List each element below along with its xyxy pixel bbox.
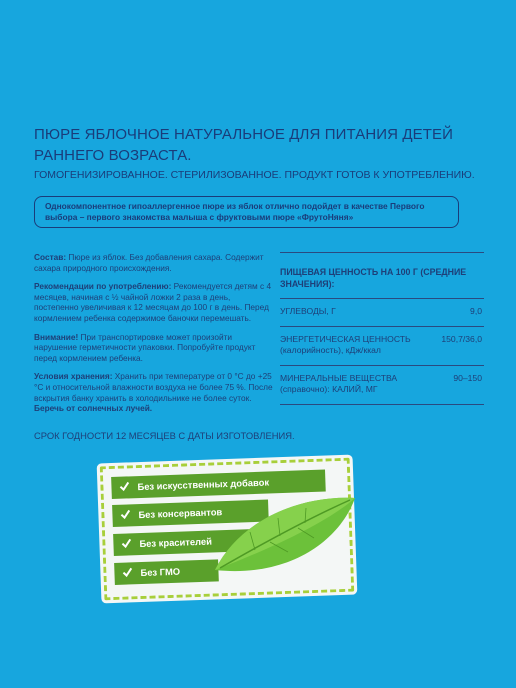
badge-item-label: Без ГМО [140,565,181,579]
nutrition-name-main: ЭНЕРГЕТИЧЕСКАЯ ЦЕННОСТЬ [280,334,411,344]
usage-paragraph [34,281,274,323]
attention-label: Внимание! [34,331,79,342]
nutrition-heading: ПИЩЕВАЯ ЦЕННОСТЬ НА 100 Г (СРЕДНИЕ ЗНАЧЕНИЯ): [280,267,467,289]
nutrition-name-sub: (калорийность), кДж/ккал [280,345,381,355]
badge-item [114,559,219,585]
nutrition-value: 150,7/36,0 [441,334,482,344]
storage-text: Хранить при температуре от 0 °С до +25 °С и относительной влажности воздуха не более 75 %. После вскрытия банку хранить в холодильнике не более суток. [34,371,273,403]
nutrition-value: 9,0 [470,306,482,316]
checkmark-icon [121,538,131,548]
storage-emphasis: Беречь от солнечных лучей. [34,403,153,414]
nutrition-divider [280,404,484,405]
shelf-life: СРОК ГОДНОСТИ 12 МЕСЯЦЕВ С ДАТЫ ИЗГОТОВЛЕНИЯ. [34,430,295,441]
storage-label: Условия хранения: [34,371,113,382]
nutrition-name-main: УГЛЕВОДЫ, Г [280,306,336,316]
nutrition-row [280,366,484,404]
checkmark-icon [122,567,132,577]
intro-text: Однокомпонентное гипоаллергенное пюре из яблок отлично подойдет в качестве Первого выбора – первого знакомства малыша с фруктовыми пюре «ФрутоНяня» [45,201,425,222]
usage-text: Рекомендуется детям с 4 месяцев, начиная с ½ чайной ложки 2 раза в день, постепенно увеличивая к 12 месяцам до 100 г в день. Перед кормлением ребенка содержимое баночки перемешать. [34,281,272,323]
product-subtitle: ГОМОГЕНИЗИРОВАННОЕ. СТЕРИЛИЗОВАННОЕ. ПРОДУКТ ГОТОВ К УПОТРЕБЛЕНИЮ. [34,169,475,181]
nutrition-row [280,327,484,365]
nutrition-name-main: МИНЕРАЛЬНЫЕ ВЕЩЕСТВА [280,373,398,383]
nutrition-value: 90–150 [453,373,482,383]
nutrition-row [280,299,484,326]
product-details [34,252,274,422]
checkmark-icon [119,481,129,491]
usage-label: Рекомендации по употреблению: [34,281,172,292]
product-title: ПЮРЕ ЯБЛОЧНОЕ НАТУРАЛЬНОЕ ДЛЯ ПИТАНИЯ ДЕТЕЙ РАННЕГО ВОЗРАСТА. [34,126,453,164]
attention-paragraph [34,332,274,364]
nutrition-name [280,373,430,395]
nutrition-name [280,306,430,317]
intro-box [34,196,459,228]
composition-text: Пюре из яблок. Без добавления сахара. Содержит сахара природного происхождения. [34,252,264,273]
checkmark-icon [120,509,130,519]
nutrition-table [280,252,484,405]
badge-item-label: Без искусственных добавок [137,476,270,493]
composition-paragraph [34,252,274,273]
leaf-icon [210,490,360,580]
storage-paragraph [34,371,274,413]
badge-item-label: Без консервантов [138,506,223,521]
badge-item-label: Без красителей [139,535,213,550]
nutrition-name-sub: (справочно): КАЛИЙ, МГ [280,384,378,394]
nutrition-name [280,334,430,356]
composition-label: Состав: [34,252,67,262]
attention-text: При транспортировке может произойти нарушение герметичности упаковки. Попробуйте продукт перед кормлением ребенка. [34,331,256,363]
